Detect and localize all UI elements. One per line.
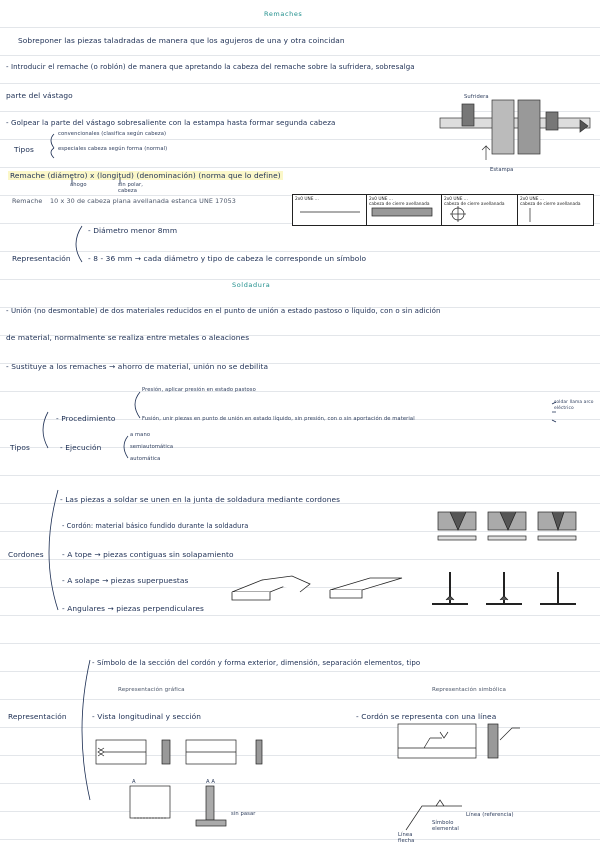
- remaches-formula-c: 10 x 30 de cabeza plana avellanada estanca UNE 17053: [50, 197, 236, 205]
- rivet-code-4: 2x0 UNE ...: [520, 197, 544, 202]
- rivet-desc-4: cabeza de cierre avellanada: [520, 202, 581, 207]
- remaches-line-1: Sobreponer las piezas taladradas de manera que los agujeros de una y otra coincidan: [18, 36, 345, 45]
- soldadura-ejec-1: a mano: [130, 432, 151, 438]
- soldadura-line-3: - Sustituye a los remaches → ahorro de material, unión no se debilita: [6, 362, 269, 371]
- bracket-repr-soldadura: [82, 660, 90, 800]
- soldadura-line-1: - Unión (no desmontable) de dos materiales reducidos en el punto de unión a estado pastoso o líquido, con o sin adición: [6, 307, 441, 315]
- soldadura-repr-1: - Símbolo de la sección del cordón y forma exterior, dimensión, separación elementos, tipo: [92, 659, 421, 667]
- remaches-formula-b: Remache: [12, 197, 43, 205]
- remaches-title: Remaches: [264, 10, 303, 18]
- cordones-label: Cordones: [8, 550, 44, 559]
- soldadura-tipos-label: Tipos: [10, 443, 30, 452]
- bracket-ejecucion: [124, 436, 128, 458]
- cordones-line-3: - A tope → piezas contiguas sin solapamiento: [62, 550, 234, 559]
- remaches-line-4: - Golpear la parte del vástago sobresaliente con la estampa hasta formar segunda cabeza: [6, 118, 336, 127]
- remaches-line-2: - Introducir el remache (o roblón) de manera que apretando la cabeza del remache sobre la sufridera, sobresalga: [6, 63, 415, 71]
- rivet-code-1: 2x0 UNE ...: [295, 197, 319, 202]
- soldadura-repr-3: - Cordón se representa con una línea: [356, 712, 497, 721]
- soldadura-proc-label: - Procedimiento: [56, 414, 116, 423]
- lbl-simbolo: Símbolo elemental: [432, 820, 459, 832]
- rivet-figure: [440, 100, 590, 160]
- soldadura-proc-1: Presión, aplicar presión en estado pastoso: [142, 387, 256, 393]
- bracket-cordones: [49, 490, 58, 610]
- rivet-desc-2: cabeza de cierre avellanada: [369, 202, 430, 207]
- soldadura-ejec-3: automática: [130, 456, 161, 462]
- lbl-sin-pasar: sin pasar: [231, 811, 256, 817]
- weld-sections: [438, 512, 576, 540]
- weld-repr-drawings: [96, 724, 520, 830]
- weld-joint-drawings: [232, 572, 576, 604]
- rivet-desc-3: cabeza de cierre avellanada: [444, 202, 505, 207]
- soldadura-title: Soldadura: [232, 281, 271, 289]
- soldadura-repr-label: Representación: [8, 712, 67, 721]
- soldadura-ejec-label: - Ejecución: [60, 443, 102, 452]
- fig-estampa-label: Estampa: [490, 167, 514, 173]
- soldadura-repr-2: - Vista longitudinal y sección: [92, 712, 202, 721]
- remaches-tipos-label: Tipos: [14, 145, 34, 154]
- soldadura-proc-side: soldar llama arco eléctrico: [554, 400, 594, 411]
- remaches-repr-label: Representación: [12, 254, 71, 263]
- bracket-tipos-soldadura: [43, 412, 48, 448]
- lbl-aa: A A: [206, 779, 216, 785]
- repr-grafica-label: Representación gráfica: [118, 687, 185, 693]
- remaches-line-3: parte del vástago: [6, 91, 73, 100]
- rivet-table-symbols: [300, 206, 530, 222]
- cordones-line-1: - Las piezas a soldar se unen en la junta de soldadura mediante cordones: [60, 495, 341, 504]
- soldadura-proc-2: Fusión, unir piezas en punto de unión en estado líquido, sin presión, con o sin aportación de material: [142, 416, 415, 422]
- remaches-repr-1: - Diámetro menor 8mm: [88, 226, 178, 235]
- cordones-line-5: - Angulares → piezas perpendiculares: [62, 604, 204, 613]
- bracket-repr-remaches: [76, 226, 82, 262]
- bracket-procedimiento: [135, 392, 140, 418]
- bracket-tipos-remaches: [51, 134, 54, 158]
- lbl-a: A: [132, 779, 136, 785]
- soldadura-line-2: de material, normalmente se realiza entre metales o aleaciones: [6, 333, 250, 342]
- rivet-code-3: 2x0 UNE ...: [444, 197, 468, 202]
- cordones-line-4: - A solape → piezas superpuestas: [62, 576, 189, 585]
- rivet-code-2: 2x0 UNE ...: [369, 197, 393, 202]
- repr-simbolica-label: Representación simbólica: [432, 687, 507, 693]
- soldadura-ejec-2: semiautomática: [130, 444, 174, 450]
- cordones-line-2: - Cordón: material básico fundido durante la soldadura: [62, 522, 249, 530]
- remaches-formula-sub-1: ahogo: [70, 182, 87, 188]
- remaches-tipo-2: especiales cabeza según forma (normal): [58, 146, 168, 152]
- lbl-linea-flecha: Línea flecha: [398, 832, 415, 844]
- fig-sufridera-label: Sufridera: [464, 94, 489, 100]
- remaches-repr-2: - 8 - 36 mm → cada diámetro y tipo de cabeza le corresponde un símbolo: [88, 254, 367, 263]
- lbl-referencia: Línea (referencia): [466, 812, 514, 818]
- remaches-tipo-1: convencionales (clasifica según cabeza): [58, 131, 167, 137]
- remaches-formula-text: Remache (diámetro) x (longitud) (denominación) (norma que lo define): [10, 171, 281, 180]
- remaches-formula-sub-2: sin polar, cabeza: [118, 182, 143, 194]
